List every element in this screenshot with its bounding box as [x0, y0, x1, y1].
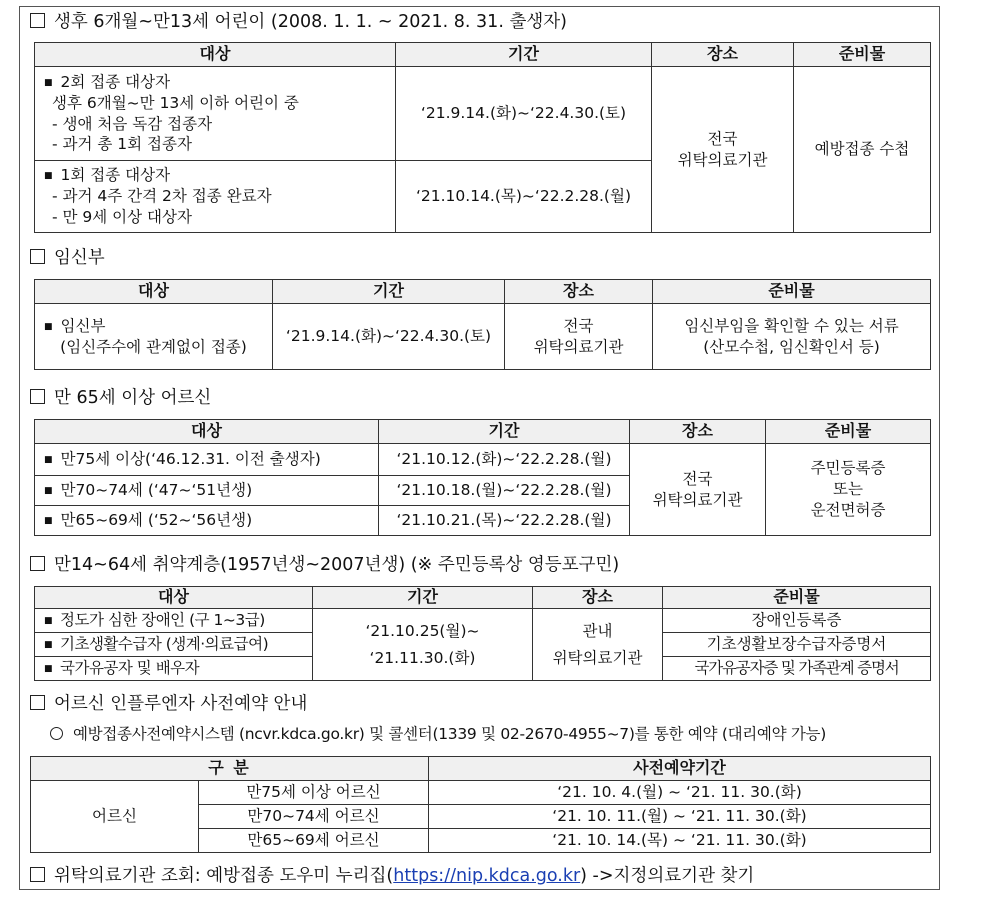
bullet-square-icon: ■	[44, 640, 53, 651]
target-cell: ■ 임신부 (임신주수에 관계없이 접종)	[35, 304, 273, 370]
target-cell: ■ 만70~74세 (‘47~‘51년생)	[35, 476, 379, 506]
header-target: 대상	[35, 43, 396, 67]
checkbox-square-icon	[30, 556, 45, 571]
period-cell: ‘21.10.14.(목)~‘22.2.28.(월)	[396, 161, 652, 233]
header-period: 기간	[379, 420, 630, 444]
period-cell: ‘21.9.14.(화)~‘22.4.30.(토)	[273, 304, 505, 370]
place-cell: 전국 위탁의료기관	[630, 444, 766, 536]
period-cell: ‘21.9.14.(화)~‘22.4.30.(토)	[396, 67, 652, 161]
section-heading-pregnant: 임신부	[30, 244, 105, 269]
period-cell: ‘21.10.18.(월)~‘22.2.28.(월)	[379, 476, 630, 506]
place-cell: 전국 위탁의료기관	[505, 304, 653, 370]
checkbox-square-icon	[30, 389, 45, 404]
target-cell: ■ 1회 접종 대상자 - 과거 4주 간격 2차 접종 완료자 - 만 9세 이상 대상자	[35, 161, 396, 233]
header-prep: 준비물	[766, 420, 931, 444]
header-prep: 준비물	[653, 280, 931, 304]
header-place: 장소	[533, 587, 663, 609]
section-heading-reservation: 어르신 인플루엔자 사전예약 안내	[30, 690, 307, 715]
header-period: 기간	[313, 587, 533, 609]
section-heading-vulnerable: 만14~64세 취약계층(1957년생~2007년생) (※ 주민등록상 영등포구민)	[30, 551, 619, 576]
header-place: 장소	[652, 43, 794, 67]
section-heading-elderly: 만 65세 이상 어르신	[30, 384, 211, 409]
period-cell: ‘21.10.25(월)~ ‘21.11.30.(화)	[313, 609, 533, 681]
bullet-square-icon: ■	[44, 321, 53, 332]
prep-cell: 장애인등록증	[663, 609, 931, 633]
elderly-table	[34, 419, 931, 536]
bullet-square-icon: ■	[44, 455, 53, 466]
prep-cell: 기초생활보장수급자증명서	[663, 633, 931, 657]
vulnerable-table	[34, 586, 931, 681]
children-table	[34, 42, 931, 233]
header-prep: 준비물	[663, 587, 931, 609]
period-cell: ‘21.10.21.(목)~‘22.2.28.(월)	[379, 506, 630, 536]
header-category: 구 분	[31, 757, 429, 781]
bullet-square-icon: ■	[44, 616, 53, 627]
header-reservation-period: 사전예약기간	[429, 757, 931, 781]
place-cell: 관내 위탁의료기관	[533, 609, 663, 681]
pregnant-table	[34, 279, 931, 370]
circle-bullet-icon	[50, 727, 63, 740]
target-cell: ■ 국가유공자 및 배우자	[35, 657, 313, 681]
place-cell: 전국 위탁의료기관	[652, 67, 794, 233]
bullet-square-icon: ■	[44, 664, 53, 675]
checkbox-square-icon	[30, 13, 45, 28]
prep-cell: 주민등록증 또는 운전면허증	[766, 444, 931, 536]
reservation-table	[30, 756, 931, 853]
target-cell: ■ 정도가 심한 장애인 (구 1~3급)	[35, 609, 313, 633]
header-period: 기간	[273, 280, 505, 304]
prep-cell: 예방접종 수첩	[794, 67, 931, 233]
group-cell: 어르신	[31, 781, 199, 853]
target-cell: ■ 기초생활수급자 (생계·의료급여)	[35, 633, 313, 657]
bullet-square-icon: ■	[44, 486, 53, 497]
period-cell: ‘21. 10. 11.(월) ~ ‘21. 11. 30.(화)	[429, 805, 931, 829]
target-cell: ■ 2회 접종 대상자 생후 6개월~만 13세 이하 어린이 중 - 생애 처음 독감 접종자 - 과거 총 1회 접종자	[35, 67, 396, 161]
header-place: 장소	[630, 420, 766, 444]
prep-cell: 국가유공자증 및 가족관계 증명서	[663, 657, 931, 681]
nip-link[interactable]: https://nip.kdca.go.kr	[393, 866, 581, 886]
target-cell: 만65~69세 어르신	[199, 829, 429, 853]
bullet-square-icon: ■	[44, 77, 53, 88]
period-cell: ‘21. 10. 4.(월) ~ ‘21. 11. 30.(화)	[429, 781, 931, 805]
prep-cell: 임신부임을 확인할 수 있는 서류 (산모수첩, 임신확인서 등)	[653, 304, 931, 370]
bullet-square-icon: ■	[44, 516, 53, 527]
checkbox-square-icon	[30, 249, 45, 264]
bullet-square-icon: ■	[44, 171, 53, 182]
target-cell: ■ 만65~69세 (‘52~‘56년생)	[35, 506, 379, 536]
header-target: 대상	[35, 420, 379, 444]
footer-line: 위탁의료기관 조회: 예방접종 도우미 누리집(https://nip.kdca.go.kr) ->지정의료기관 찾기	[30, 862, 754, 887]
header-period: 기간	[396, 43, 652, 67]
header-target: 대상	[35, 280, 273, 304]
target-cell: ■ 만75세 이상(‘46.12.31. 이전 출생자)	[35, 444, 379, 476]
header-place: 장소	[505, 280, 653, 304]
checkbox-square-icon	[30, 695, 45, 710]
header-prep: 준비물	[794, 43, 931, 67]
reservation-note: 예방접종사전예약시스템 (ncvr.kdca.go.kr) 및 콜센터(1339 및 02-2670-4955~7)를 통한 예약 (대리예약 가능)	[50, 722, 826, 744]
period-cell: ‘21.10.12.(화)~‘22.2.28.(월)	[379, 444, 630, 476]
section-heading-children: 생후 6개월~만13세 어린이 (2008. 1. 1. ~ 2021. 8. 31. 출생자)	[30, 8, 567, 33]
header-target: 대상	[35, 587, 313, 609]
period-cell: ‘21. 10. 14.(목) ~ ‘21. 11. 30.(화)	[429, 829, 931, 853]
target-cell: 만70~74세 어르신	[199, 805, 429, 829]
target-cell: 만75세 이상 어르신	[199, 781, 429, 805]
checkbox-square-icon	[30, 867, 45, 882]
